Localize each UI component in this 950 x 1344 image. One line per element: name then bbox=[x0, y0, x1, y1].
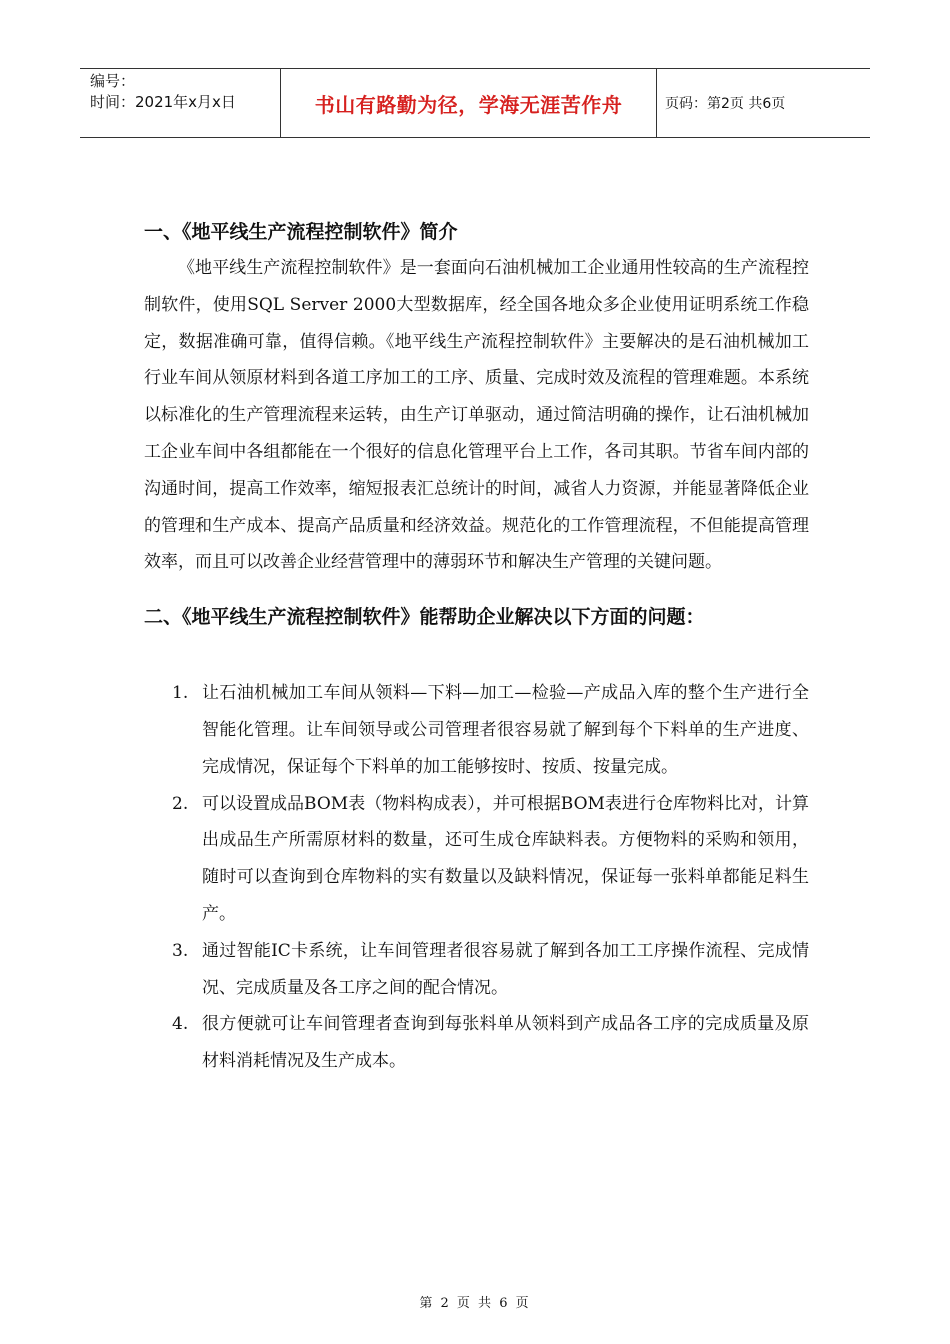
list-item-text: 让石油机械加工车间从领料—下料—加工—检验—产成品入库的整个生产进行全智能化管理。让车间领导或公司管理者很容易就了解到每个下料单的生产进度、完成情况，保证每个下料单的加工能够按时、按质、按量完成。 bbox=[202, 683, 809, 777]
problem-list bbox=[144, 675, 809, 1080]
list-item bbox=[144, 786, 809, 933]
page-footer: 第 2 页 共 6 页 bbox=[419, 1296, 531, 1311]
list-item-number: 1. bbox=[172, 683, 189, 704]
list-item-number: 2. bbox=[172, 793, 189, 814]
section2-title: 二、《地平线生产流程控制软件》能帮助企业解决以下方面的问题： bbox=[144, 606, 705, 629]
header-page-info: 页码：第2页 共6页 bbox=[665, 96, 786, 112]
list-item bbox=[144, 933, 809, 1007]
list-item-text: 很方便就可让车间管理者查询到每张料单从领料到产成品各工序的完成质量及原材料消耗情况及生产成本。 bbox=[202, 1014, 809, 1072]
list-item-number: 3. bbox=[172, 940, 189, 961]
time-label: 时间：2021年x月x日 bbox=[90, 93, 236, 111]
number-label: 编号： bbox=[90, 72, 136, 90]
section1-paragraph: 《地平线生产流程控制软件》是一套面向石油机械加工企业通用性较高的生产流程控制软件，使用SQL Server 2000大型数据库，经全国各地众多企业使用证明系统工作稳定，数据准确可靠，值得信赖。《地平线生产流程控制软件》主要解决的是石油机械加工行业车间从领原材料到各道工序加工的工序、质量、完成时效及流程的管理难题。本系统以标准化的生产管理流程来运转，由生产订单驱动，通过简洁明确的操作，让石油机械加工企业车间中各组都能在一个很好的信息化管理平台上工作，各司其职。节省车间内部的沟通时间，提高工作效率，缩短报表汇总统计的时间，减省人力资源，并能显著降低企业的管理和生产成本、提高产品质量和经济效益。规范化的工作管理流程，不但能提高管理效率，而且可以改善企业经营管理中的薄弱环节和解决生产管理的关键问题。 bbox=[144, 258, 809, 573]
list-item-text: 通过智能IC卡系统，让车间管理者很容易就了解到各加工工序操作流程、完成情况、完成质量及各工序之间的配合情况。 bbox=[202, 940, 809, 998]
list-item bbox=[144, 675, 809, 785]
header-meta bbox=[80, 69, 281, 137]
header-motto: 书山有路勤为径，学海无涯苦作舟 bbox=[281, 69, 657, 137]
list-item-text: 可以设置成品BOM表（物料构成表），并可根据BOM表进行仓库物料比对，计算出成品生产所需原材料的数量，还可生成仓库缺料表。方便物料的采购和领用，随时可以查询到仓库物料的实有数量以及缺料情况，保证每一张料单都能足料生产。 bbox=[202, 793, 809, 924]
page-header bbox=[80, 68, 870, 138]
list-item bbox=[144, 1006, 809, 1080]
section1-title: 一、《地平线生产流程控制软件》简介 bbox=[144, 221, 458, 243]
list-item-number: 4. bbox=[172, 1014, 189, 1035]
document-body bbox=[144, 218, 809, 1080]
